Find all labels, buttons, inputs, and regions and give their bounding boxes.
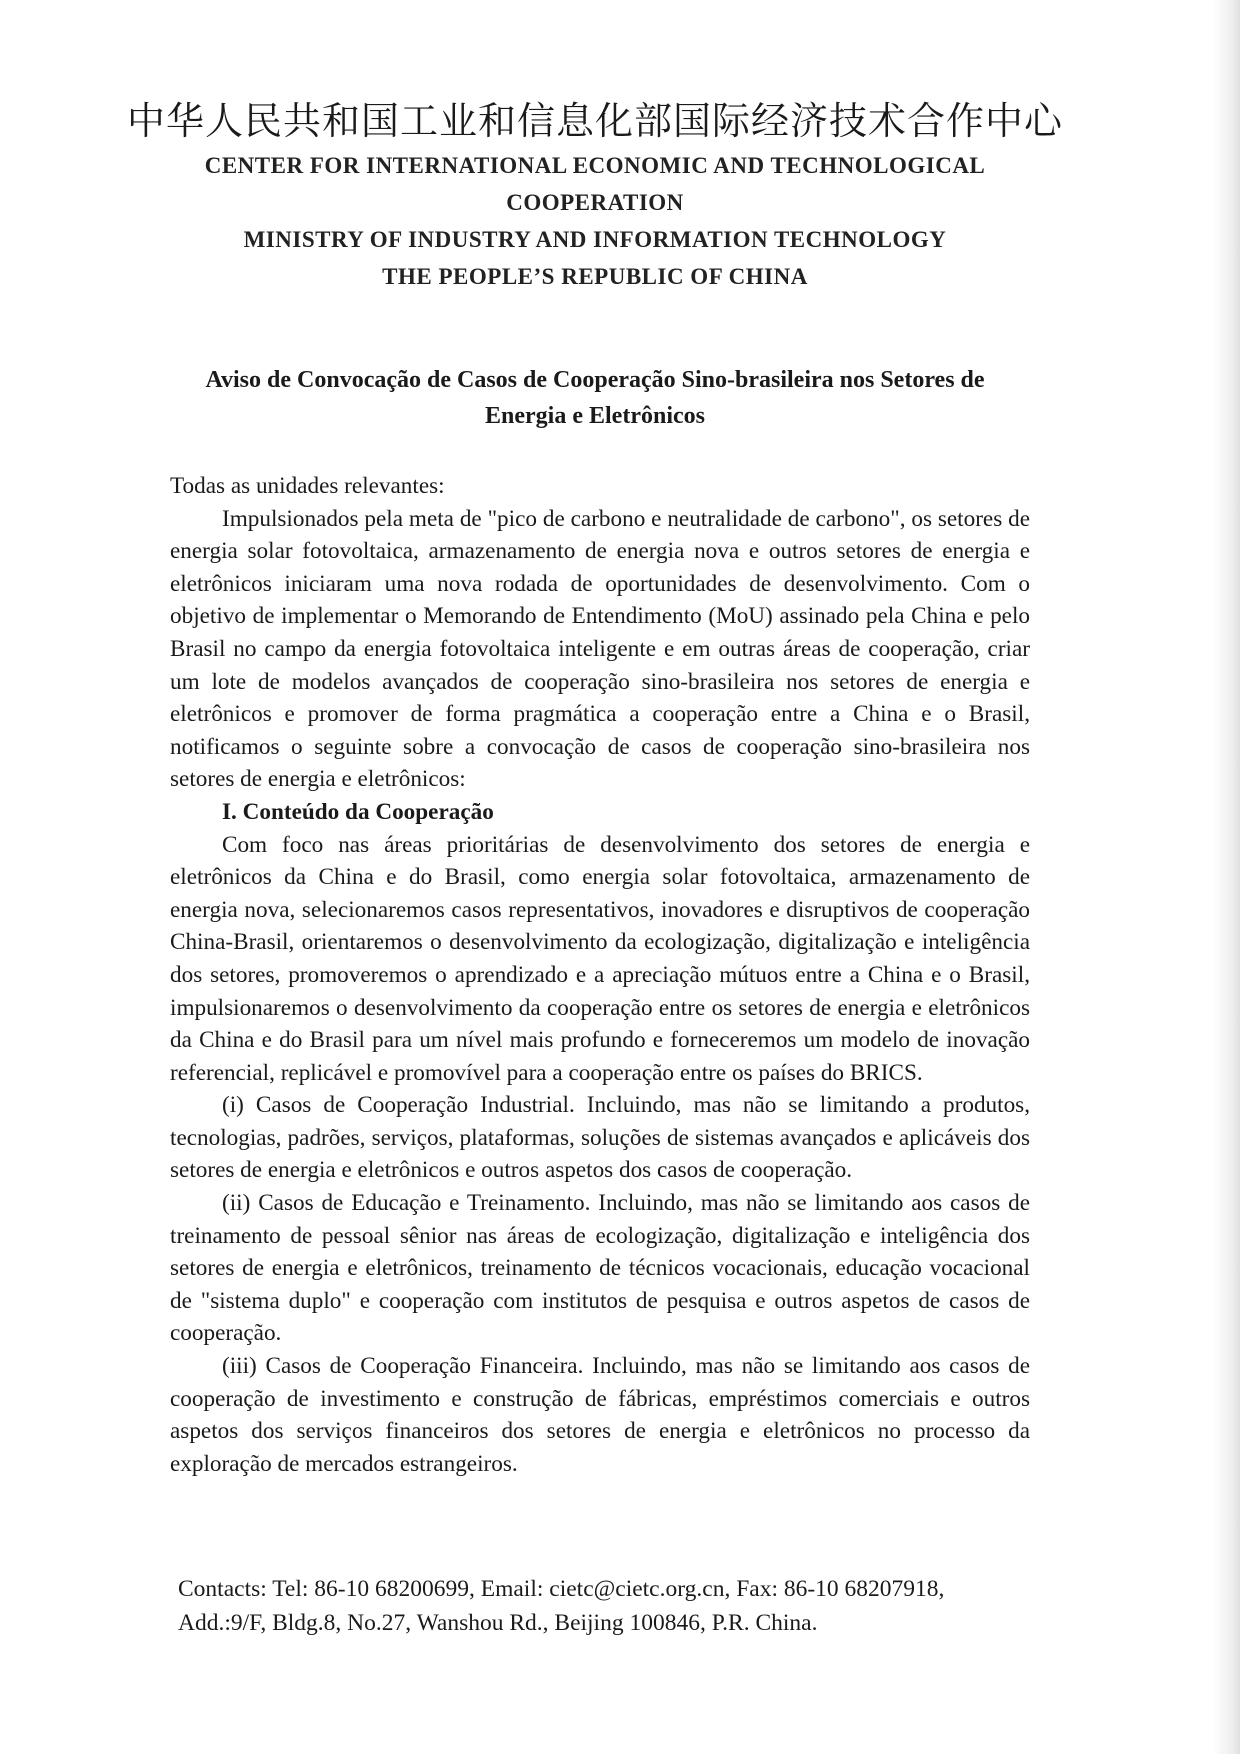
- contacts-line-2: Add.:9/F, Bldg.8, No.27, Wanshou Rd., Beijing 100846, P.R. China.: [178, 1610, 818, 1636]
- item-industrial: (i) Casos de Cooperação Industrial. Incluindo, mas não se limitando a produtos, tecnologias, padrões, serviços, plataformas, soluções de sistemas avançados e aplicáveis dos setores de energia e eletrônicos e outros aspetos dos casos de cooperação.: [170, 1092, 1030, 1184]
- item-financial: (iii) Casos de Cooperação Financeira. Incluindo, mas não se limitando aos casos de cooperação de investimento e construção de fábricas, empréstimos comerciais e outros aspetos dos serviços financeiros dos setores de energia e eletrônicos no processo da exploração de mercados estrangeiros.: [170, 1353, 1030, 1477]
- salutation: Todas as unidades relevantes:: [170, 473, 445, 499]
- section-heading: I. Conteúdo da Cooperação: [222, 798, 494, 825]
- letterhead-line-4: THE PEOPLE’S REPUBLIC OF CHINA: [382, 264, 808, 289]
- contacts-line-1: Contacts: Tel: 86-10 68200699, Email: cietc@cietc.org.cn, Fax: 86-10 68207918,: [178, 1576, 945, 1602]
- notice-title: Aviso de Convocação de Casos de Cooperação Sino-brasileira nos Setores de Energia e Eletrônicos: [205, 367, 985, 429]
- letterhead-line-3: MINISTRY OF INDUSTRY AND INFORMATION TECHNOLOGY: [243, 227, 947, 252]
- section-paragraph: Com foco nas áreas prioritárias de desenvolvimento dos setores de energia e eletrônicos da China e do Brasil, como energia solar fotovoltaica, armazenamento de energia nova, selecionaremos casos representativos, inovadores e disruptivos de cooperação China-Brasil, orientaremos o desenvolvimento da ecologização, digitalização e inteligência dos setores, promoveremos o aprendizado e a apreciação mútuos entre a China e o Brasil, impulsionaremos o desenvolvimento da cooperação entre os setores de energia e eletrônicos da China e do Brasil para um nível mais profundo e forneceremos um modelo de inovação referencial, replicável e promovível para a cooperação entre os países do BRICS.: [170, 831, 1030, 1086]
- letterhead-line-1: CENTER FOR INTERNATIONAL ECONOMIC AND TECHNOLOGICAL: [204, 153, 986, 178]
- letterhead-line-2: COOPERATION: [506, 190, 684, 215]
- letterhead-chinese-name: 中华人民共和国工业和信息化部国际经济技术合作中心: [126, 99, 1063, 143]
- intro-paragraph: Impulsionados pela meta de "pico de carbono e neutralidade de carbono", os setores de energia solar fotovoltaica, armazenamento de energia nova e outros setores de energia e eletrônicos iniciaram uma nova rodada de oportunidades de desenvolvimento. Com o objetivo de implementar o Memorando de Entendimento (MoU) assinado pela China e pelo Brasil no campo da energia fotovoltaica inteligente e em outras áreas de cooperação, criar um lote de modelos avançados de cooperação sino-brasileira nos setores de energia e eletrônicos e promover de forma pragmática a cooperação entre a China e o Brasil, notificamos o seguinte sobre a convocação de casos de cooperação sino-brasileira nos setores de energia e eletrônicos:: [170, 505, 1030, 793]
- notice-body: [170, 470, 1030, 1480]
- contacts-footer: [178, 1572, 1058, 1640]
- item-education: (ii) Casos de Educação e Treinamento. Incluindo, mas não se limitando aos casos de treinamento de pessoal sênior nas áreas de ecologização, digitalização e inteligência dos setores de energia e eletrônicos, treinamento de técnicos vocacionais, educação vocacional de "sistema duplo" e cooperação com institutos de pesquisa e outros aspetos de casos de cooperação.: [170, 1190, 1030, 1347]
- letterhead: [0, 95, 1190, 295]
- scan-edge-shadow: [1212, 0, 1240, 1754]
